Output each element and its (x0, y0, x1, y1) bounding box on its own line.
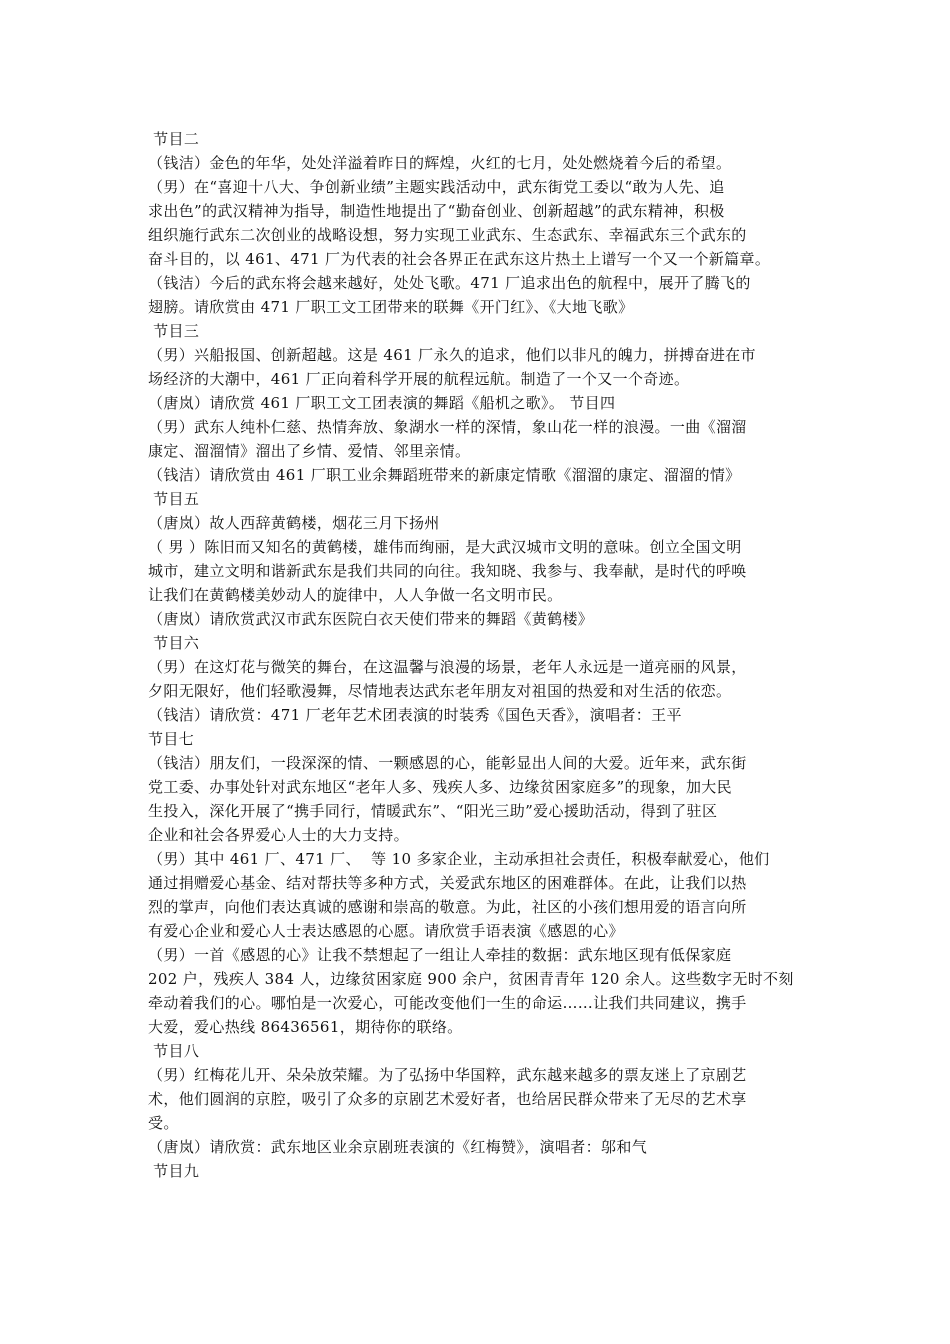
paragraph-line: 党工委、办事处针对武东地区“老年人多、残疾人多、边缘贫困家庭多”的现象，加大民 (148, 778, 732, 796)
paragraph-line: 夕阳无限好，他们轻歌漫舞，尽情地表达武东老年朋友对祖国的热爱和对生活的依恋。 (148, 682, 732, 700)
paragraph-line: 牵动着我们的心。哪怕是一次爱心，可能改变他们一生的命运……让我们共同建议，携手 (148, 994, 747, 1012)
paragraph-line: （钱洁）请欣赏由 461 厂职工业余舞蹈班带来的新康定情歌《溜溜的康定、溜溜的情》 (148, 466, 741, 484)
paragraph-line: 生投入，深化开展了“携手同行，情暖武东”、“阳光三助”爱心援助活动，得到了驻区 (148, 802, 718, 820)
paragraph-line: 大爱，爱心热线 86436561，期待你的联络。 (148, 1018, 463, 1036)
paragraph-line: （男）在“喜迎十八大、争创新业绩”主题实践活动中，武东街党工委以“敢为人先、追 (148, 178, 725, 196)
paragraph-line: 康定、溜溜情》溜出了乡情、爱情、邻里亲情。 (148, 442, 471, 460)
paragraph-line: 组织施行武东二次创业的战略设想，努力实现工业武东、生态武东、幸福武东三个武东的 (148, 226, 747, 244)
paragraph-line: 翅膀。请欣赏由 471 厂职工文工团带来的联舞《开门红》、《大地飞歌》 (148, 298, 634, 316)
paragraph-line: （男）兴船报国、创新超越。这是 461 厂永久的追求，他们以非凡的魄力，拼搏奋进在市 (148, 346, 756, 364)
paragraph-line: 企业和社会各界爱心人士的大力支持。 (148, 826, 409, 844)
section-heading: 节目五 (148, 490, 200, 508)
paragraph-line: （唐岚）请欣赏 461 厂职工文工团表演的舞蹈《船机之歌》。 节目四 (148, 394, 616, 412)
paragraph-line: 城市，建立文明和谐新武东是我们共同的向往。我知晓、我参与、我奉献，是时代的呼唤 (148, 562, 747, 580)
paragraph-line: （男）在这灯花与微笑的舞台，在这温馨与浪漫的场景，老年人永远是一道亮丽的风景， (148, 658, 747, 676)
section-heading: 节目八 (148, 1042, 200, 1060)
paragraph-line: （唐岚）请欣赏：武东地区业余京剧班表演的《红梅赞》，演唱者：邬和气 (148, 1138, 648, 1156)
section-heading: 节目九 (148, 1162, 200, 1180)
paragraph-line: 让我们在黄鹤楼美妙动人的旋律中，人人争做一名文明市民。 (148, 586, 563, 604)
paragraph-line: （钱洁）朋友们，一段深深的情、一颗感恩的心，能彰显出人间的大爱。近年来，武东街 (148, 754, 747, 772)
section-heading: 节目二 (148, 130, 200, 148)
paragraph-line: （钱洁）今后的武东将会越来越好，处处飞歌。471 厂追求出色的航程中，展开了腾飞的 (148, 274, 751, 292)
paragraph-line: （钱洁）金色的年华，处处洋溢着昨日的辉煌，火红的七月，处处燃烧着今后的希望。 (148, 154, 732, 172)
document-body (148, 127, 808, 1183)
paragraph-line: 202 户，残疾人 384 人，边缘贫困家庭 900 余户，贫困青青年 120 余人。这些数字无时不刻 (148, 970, 794, 988)
paragraph-line: （男）一首《感恩的心》让我不禁想起了一组让人牵挂的数据：武东地区现有低保家庭 (148, 946, 732, 964)
paragraph-line: 通过捐赠爱心基金、结对帮扶等多种方式，关爱武东地区的困难群体。在此，让我们以热 (148, 874, 747, 892)
paragraph-line: （钱洁）请欣赏：471 厂老年艺术团表演的时装秀《国色天香》，演唱者：王平 (148, 706, 682, 724)
paragraph-line: （唐岚）请欣赏武汉市武东医院白衣天使们带来的舞蹈《黄鹤楼》 (148, 610, 594, 628)
paragraph-line: 受。 (148, 1114, 179, 1132)
paragraph-line: 烈的掌声，向他们表达真诚的感谢和崇高的敬意。为此，社区的小孩们想用爱的语言向所 (148, 898, 747, 916)
paragraph-line: 术，他们圆润的京腔，吸引了众多的京剧艺术爱好者，也给居民群众带来了无尽的艺术享 (148, 1090, 747, 1108)
paragraph-line: 场经济的大潮中，461 厂正向着科学开展的航程远航。制造了一个又一个奇迹。 (148, 370, 690, 388)
paragraph-line: 有爱心企业和爱心人士表达感恩的心愿。请欣赏手语表演《感恩的心》 (148, 922, 624, 940)
paragraph-line: （唐岚）故人西辞黄鹤楼，烟花三月下扬州 (148, 514, 440, 532)
section-heading: 节目七 (148, 730, 195, 748)
paragraph-line: （ 男 ）陈旧而又知名的黄鹤楼，雄伟而绚丽，是大武汉城市文明的意味。创立全国文明 (148, 538, 742, 556)
section-heading: 节目三 (148, 322, 200, 340)
paragraph-line: （男）红梅花儿开、朵朵放荣耀。为了弘扬中华国粹，武东越来越多的票友迷上了京剧艺 (148, 1066, 747, 1084)
section-heading: 节目六 (148, 634, 200, 652)
paragraph-line: （男）其中 461 厂、471 厂、 等 10 多家企业，主动承担社会责任，积极奉献爱心，他们 (148, 850, 770, 868)
paragraph-line: 求出色”的武汉精神为指导，制造性地提出了“勤奋创业、创新超越”的武东精神，积极 (148, 202, 725, 220)
paragraph-line: （男）武东人纯朴仁慈、热情奔放、象湖水一样的深情，象山花一样的浪漫。一曲《溜溜 (148, 418, 747, 436)
paragraph-line: 奋斗目的，以 461、471 厂为代表的社会各界正在武东这片热土上谱写一个又一个新篇章。 (148, 250, 771, 268)
